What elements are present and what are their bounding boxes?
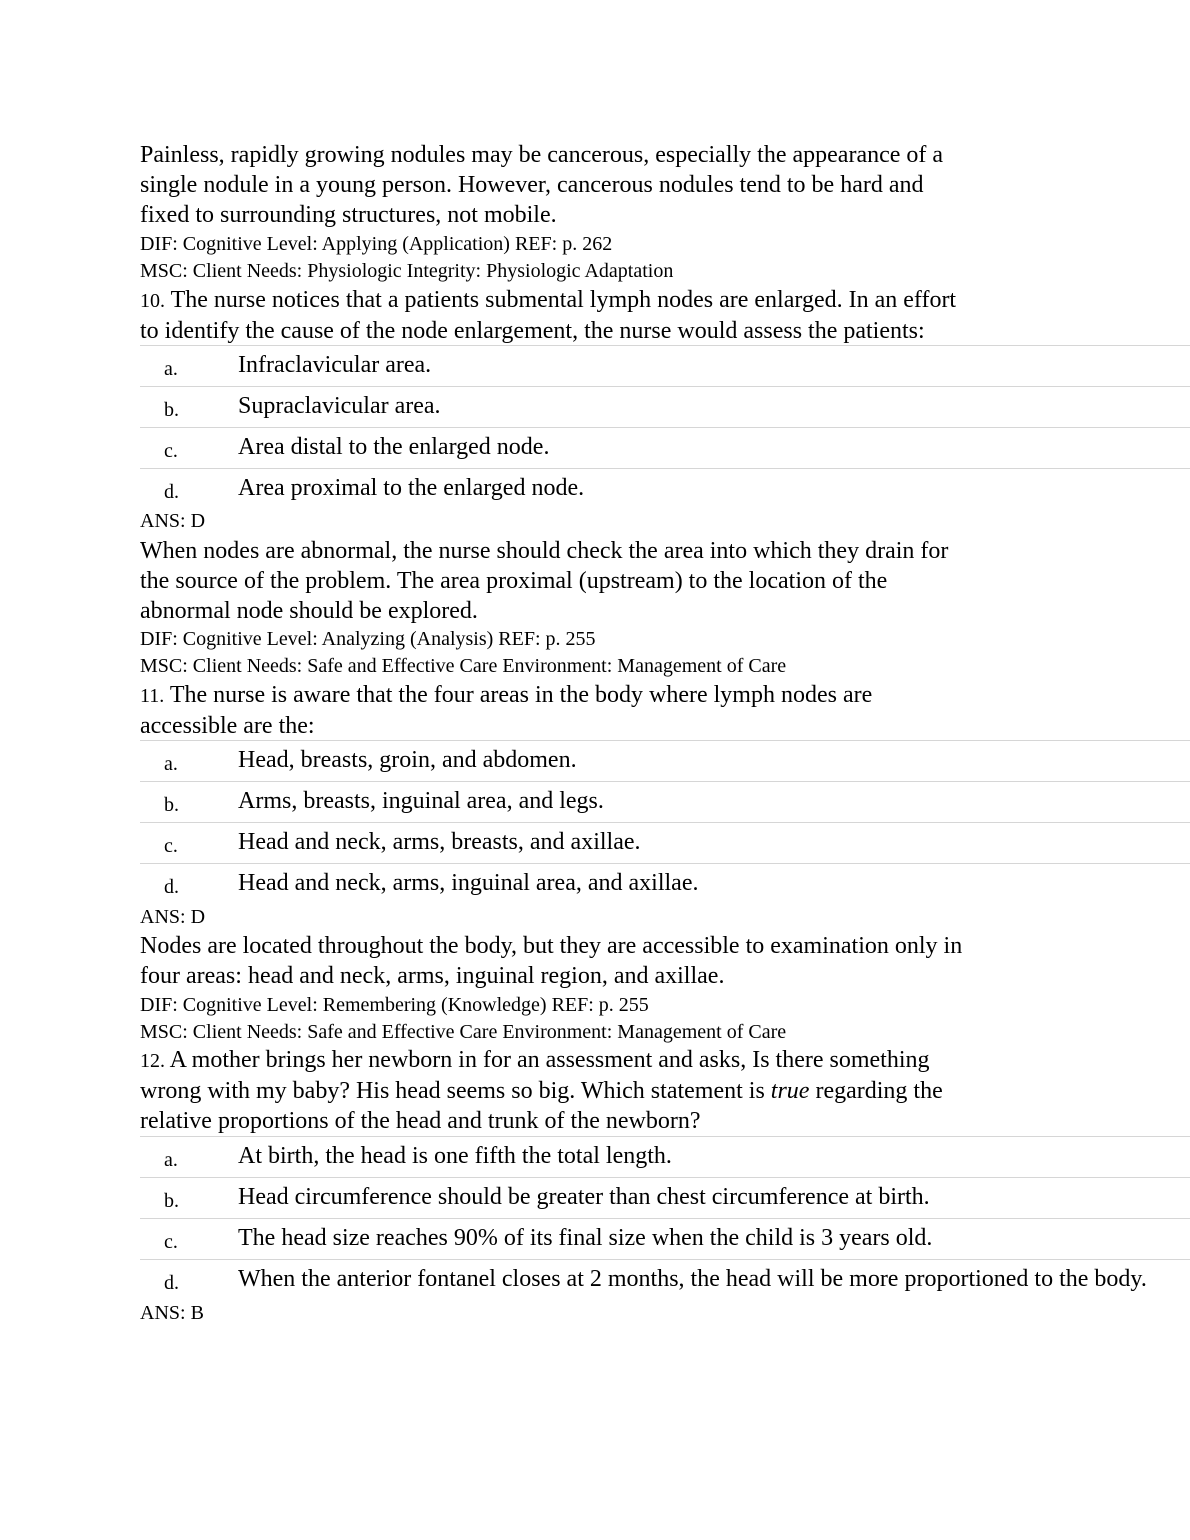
option-text: Area distal to the enlarged node.	[238, 434, 550, 460]
option-text: Supraclavicular area.	[238, 393, 441, 419]
option-row	[140, 782, 1190, 823]
q12-options	[140, 1136, 1190, 1300]
q12-answer: ANS: B	[140, 1302, 204, 1324]
option-text: When the anterior fontanel closes at 2 months, the head will be more proportioned to the body.	[238, 1266, 1147, 1292]
stem-emphasis: true	[770, 1078, 810, 1104]
q10-answer: ANS: D	[140, 510, 206, 532]
option-text: Head and neck, arms, breasts, and axillae.	[238, 829, 641, 855]
option-row	[140, 1260, 1190, 1300]
option-row	[140, 428, 1190, 469]
q9-rationale	[140, 140, 1060, 230]
q10-options	[140, 345, 1190, 509]
option-letter: c.	[164, 440, 178, 462]
q10-stem	[140, 285, 1060, 346]
option-letter: a.	[164, 753, 178, 775]
option-text: At birth, the head is one fifth the total length.	[238, 1143, 672, 1169]
stem-text: The nurse is aware that the four areas in the body where lymph nodes are	[164, 682, 873, 708]
stem-text: The nurse notices that a patients submental lymph nodes are enlarged. In an effort	[165, 287, 957, 313]
q10-dif: DIF: Cognitive Level: Analyzing (Analysis) REF: p. 255	[140, 628, 596, 650]
q11-rationale	[140, 931, 1060, 991]
stem-text: accessible are the:	[140, 713, 315, 739]
rationale-line: four areas: head and neck, arms, inguinal region, and axillae.	[140, 963, 725, 989]
option-row	[140, 823, 1190, 864]
option-row	[140, 469, 1190, 509]
option-text: Head, breasts, groin, and abdomen.	[238, 747, 577, 773]
option-text: Area proximal to the enlarged node.	[238, 475, 585, 501]
option-row	[140, 346, 1190, 387]
q10-msc: MSC: Client Needs: Safe and Effective Care Environment: Management of Care	[140, 655, 787, 677]
q11-options	[140, 740, 1190, 904]
q11-msc: MSC: Client Needs: Safe and Effective Care Environment: Management of Care	[140, 1021, 787, 1043]
rationale-line: abnormal node should be explored.	[140, 598, 478, 624]
question-number: 10.	[140, 290, 165, 312]
rationale-line: Nodes are located throughout the body, but they are accessible to examination only in	[140, 933, 963, 959]
option-row	[140, 741, 1190, 782]
option-text: Head circumference should be greater than chest circumference at birth.	[238, 1184, 930, 1210]
question-number: 12.	[140, 1050, 165, 1072]
q9-msc: MSC: Client Needs: Physiologic Integrity: Physiologic Adaptation	[140, 260, 674, 282]
rationale-line: the source of the problem. The area proximal (upstream) to the location of the	[140, 568, 888, 594]
option-letter: a.	[164, 1149, 178, 1171]
rationale-line: When nodes are abnormal, the nurse should check the area into which they drain for	[140, 538, 949, 564]
q12-stem	[140, 1045, 1060, 1136]
stem-text: to identify the cause of the node enlargement, the nurse would assess the patients:	[140, 318, 925, 344]
option-letter: b.	[164, 399, 179, 421]
question-number: 11.	[140, 685, 165, 707]
option-text: Arms, breasts, inguinal area, and legs.	[238, 788, 604, 814]
option-letter: d.	[164, 1272, 179, 1294]
option-text: Infraclavicular area.	[238, 352, 432, 378]
option-letter: b.	[164, 1190, 179, 1212]
option-letter: c.	[164, 1231, 178, 1253]
option-text: The head size reaches 90% of its final size when the child is 3 years old.	[238, 1225, 933, 1251]
option-letter: d.	[164, 876, 179, 898]
q11-stem	[140, 680, 1060, 741]
q10-rationale	[140, 536, 1060, 626]
option-row	[140, 1178, 1190, 1219]
option-letter: a.	[164, 358, 178, 380]
q9-dif: DIF: Cognitive Level: Applying (Application) REF: p. 262	[140, 233, 613, 255]
option-letter: b.	[164, 794, 179, 816]
stem-text: wrong with my baby? His head seems so big. Which statement is	[140, 1078, 771, 1104]
option-letter: c.	[164, 835, 178, 857]
stem-text: A mother brings her newborn in for an assessment and asks, Is there something	[165, 1047, 930, 1073]
stem-text: regarding the	[809, 1078, 943, 1104]
option-row	[140, 387, 1190, 428]
rationale-line: single nodule in a young person. However, cancerous nodules tend to be hard and	[140, 172, 924, 198]
option-row	[140, 1137, 1190, 1178]
option-row	[140, 864, 1190, 904]
stem-text: relative proportions of the head and trunk of the newborn?	[140, 1108, 701, 1134]
rationale-line: Painless, rapidly growing nodules may be cancerous, especially the appearance of a	[140, 142, 944, 168]
q11-dif: DIF: Cognitive Level: Remembering (Knowledge) REF: p. 255	[140, 994, 649, 1016]
option-text: Head and neck, arms, inguinal area, and axillae.	[238, 870, 699, 896]
option-letter: d.	[164, 481, 179, 503]
option-row	[140, 1219, 1190, 1260]
rationale-line: fixed to surrounding structures, not mobile.	[140, 202, 557, 228]
q11-answer: ANS: D	[140, 906, 206, 928]
